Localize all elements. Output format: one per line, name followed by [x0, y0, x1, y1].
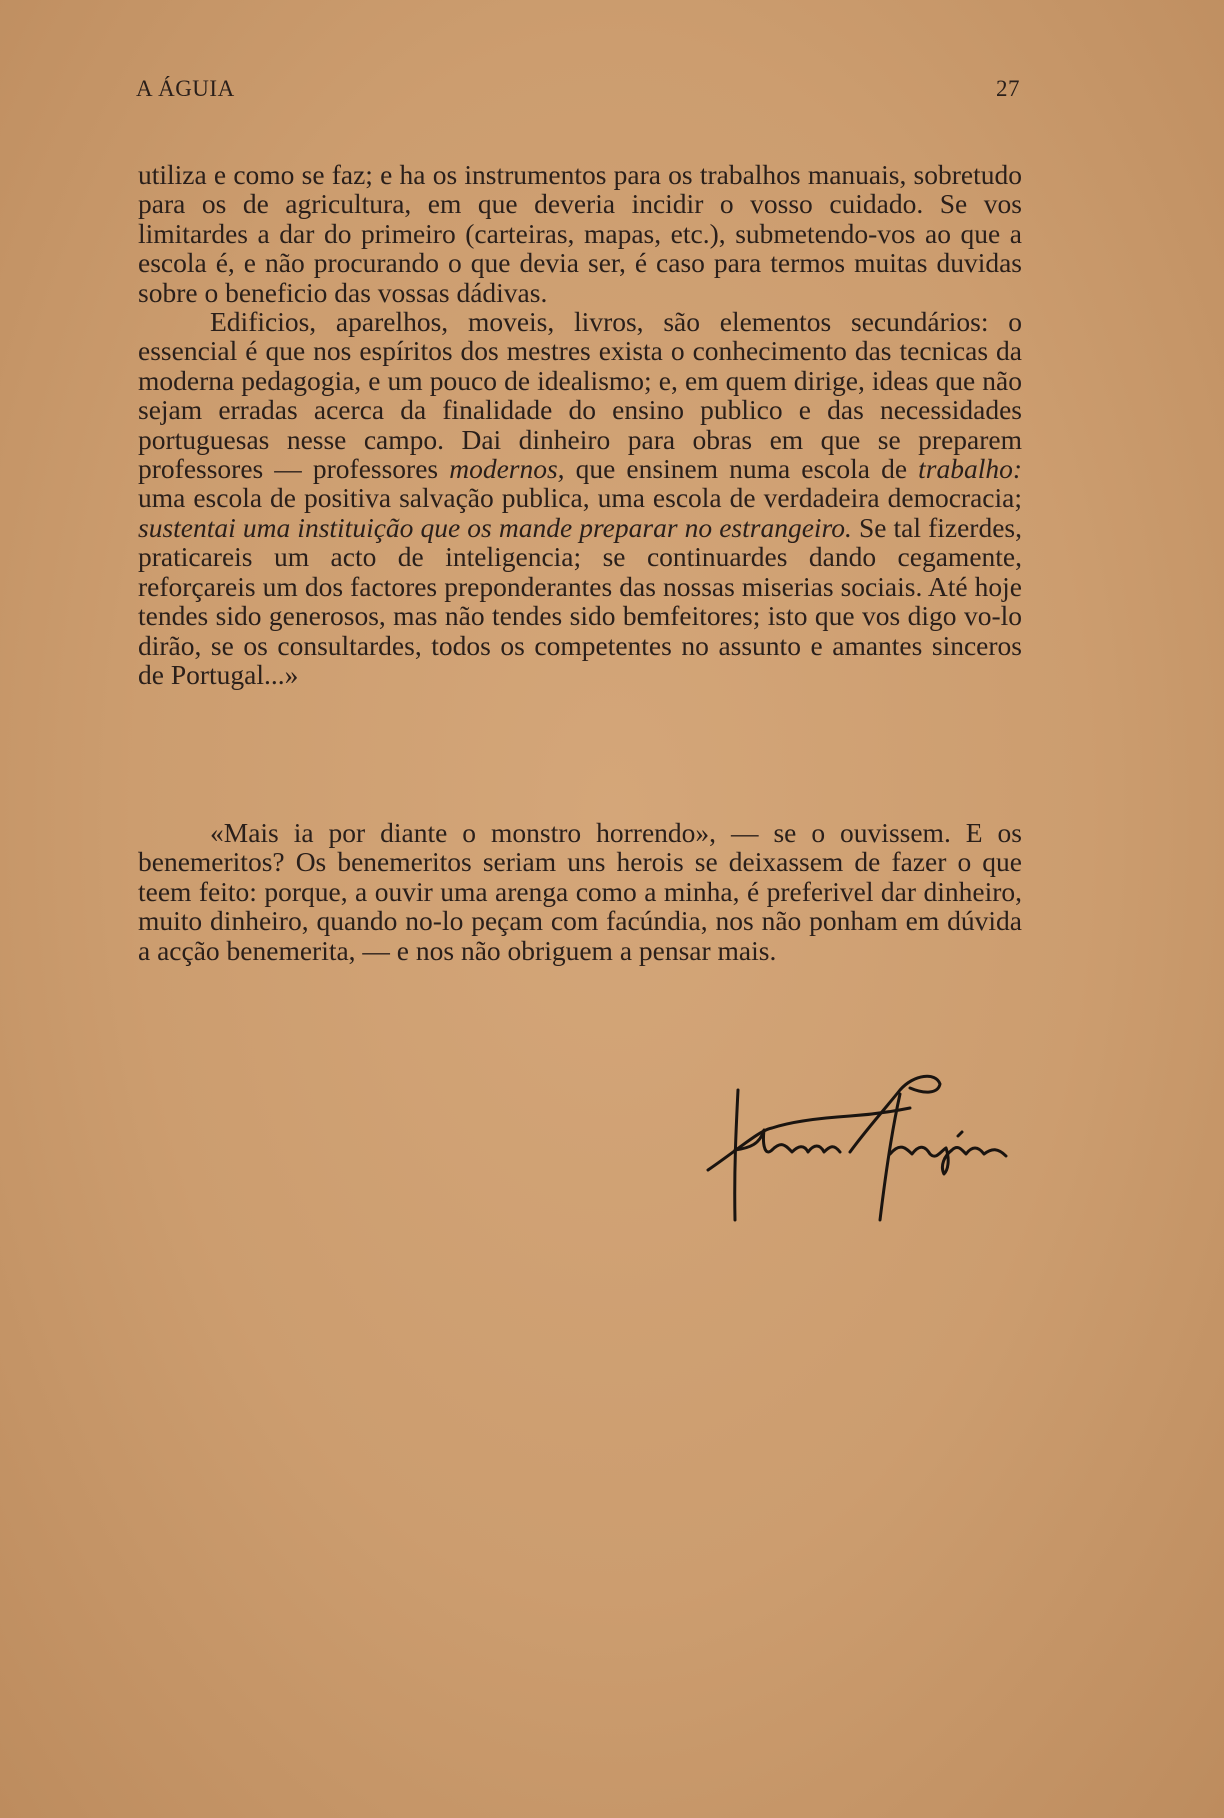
paragraph-2-emphasis-1: modernos,: [449, 453, 565, 485]
paragraph-3: «Mais ia por diante o monstro horrendo», — se o ouvissem. E os benemeritos? Os benemeritos seriam uns herois se deixassem de fazer o que teem feito: porque, a ouvir uma arenga como a minha, é preferivel dar dinheiro, muito dinheiro, quando no-lo peçam com facúndia, nos não ponham em dúvida a acção benemerita, — e nos não obriguem a pensar mais.: [138, 817, 1022, 966]
paragraph-2-emphasis-3: sustentai uma instituição que os mande preparar no estrangeiro.: [138, 511, 852, 543]
paragraph-1: utiliza e como se faz; e ha os instrumentos para os trabalhos manuais, sobretudo para os de agricultura, em que deveria incidir o vosso cuidado. Se vos limitardes a dar do primeiro (carteiras, mapas, etc.), submetendo-vos ao que a escola é, e não procurando o que devia ser, é caso para termos muitas duvidas sobre o beneficio das vossas dádivas.: [138, 159, 1022, 308]
paragraph-2-emphasis-2: trabalho:: [918, 453, 1022, 485]
paragraph-2-text-d: Se tal fizerdes, praticareis um acto de inteligencia; se continuardes dando cegamente, reforçareis um dos factores preponderantes das nossas miserias sociais. Até hoje tendes sido generosos, mas não tendes sido bemfeitores; isto que vos digo vo-lo dirão, se os consultardes, todos os competentes no assunto e amantes sinceros de Portugal...»: [138, 511, 1023, 690]
paragraph-2-text-a: Edificios, aparelhos, moveis, livros, são elementos secundários: o essencial é que nos espíritos dos mestres exista o conhecimento das tecnicas da moderna pedagogia, e um pouco de idealismo; e, em quem dirige, ideas que não sejam erradas acerca da finalidade do ensino publico e das necessidades portuguesas nesse campo. Dai dinheiro para obras em que se preparem professores — professores: [138, 306, 1022, 485]
closing-text: [138, 818, 1022, 965]
paragraph-2-text-c: uma escola de positiva salvação publica, uma escola de verdadeira democracia;: [138, 482, 1022, 514]
running-head: [136, 76, 1020, 110]
paragraph-2: [138, 307, 1022, 689]
body-text: [138, 160, 1022, 689]
running-title: A ÁGUIA: [136, 76, 235, 101]
handwritten-signature: [700, 1070, 1030, 1230]
paragraph-2-text-b: que ensinem numa escola de: [564, 453, 919, 485]
page-number: 27: [996, 76, 1020, 101]
signature-drawing: [700, 1070, 1030, 1230]
